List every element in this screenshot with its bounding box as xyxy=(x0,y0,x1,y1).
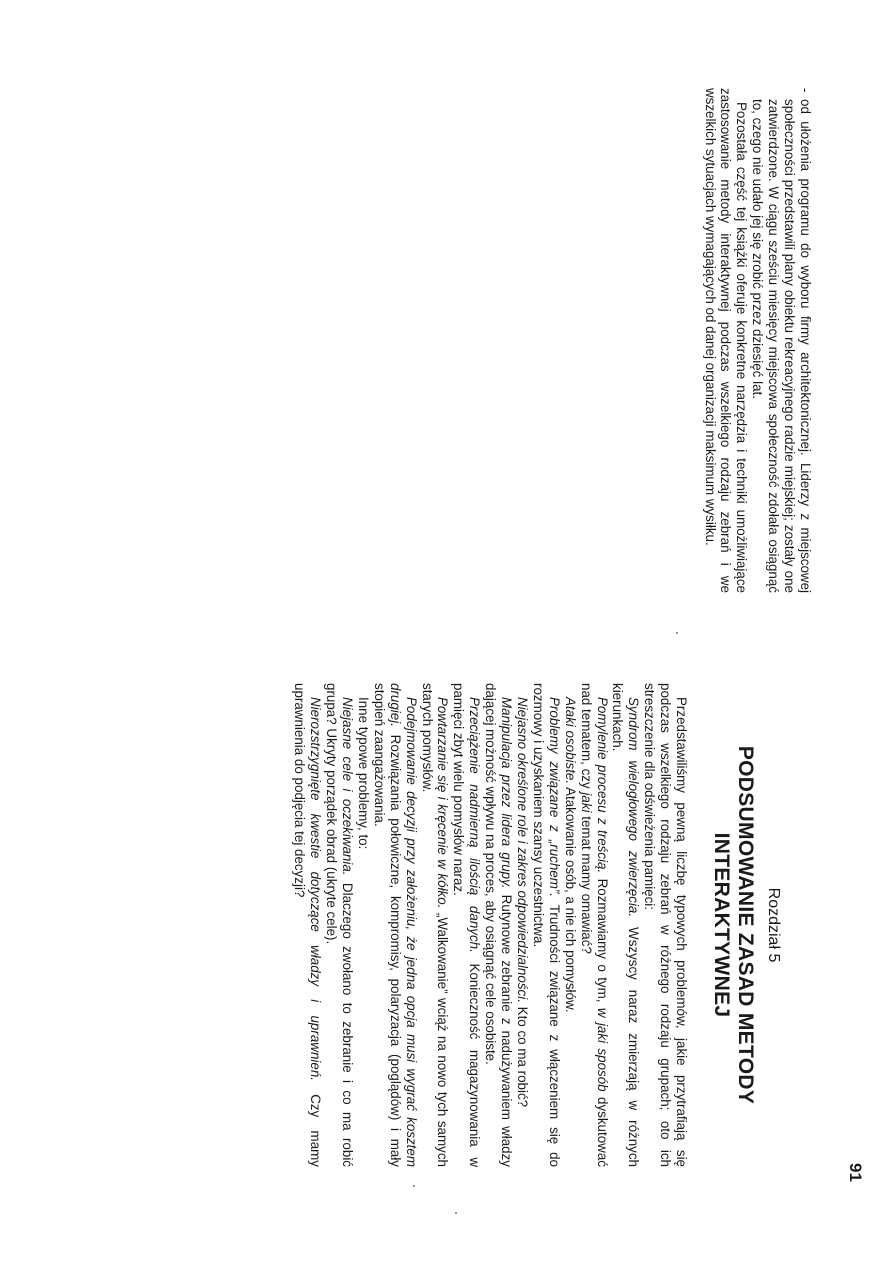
problem-term: Podejmowanie decyzji przy założeniu, że jedna opcja musi wygrać kosztem drugiej. xyxy=(387,683,419,1167)
bullet-paragraph: - od ułożenia programu do wyboru firmy architektonicznej. Liderzy z miejscowej społeczności przedstawili plany obiektu rekreacyjnego radzie miejskiej; zostały one zatwierdzone. W ciągu sześciu miesięcy miejscowa społeczność zdołała osiągnąć to, czego nie udało jej się zrobić przez dziesięć lat. xyxy=(749,88,813,593)
chapter-title: PODSUMOWANIE ZASAD METODY INTERAKTYWNEJ xyxy=(710,745,758,1105)
problem-item xyxy=(514,683,530,1167)
scan-speck xyxy=(455,1212,457,1214)
problem-text: „Walkowanie” wciąż na nowo tych samych starych pomysłów. xyxy=(419,683,451,1167)
problem-text: Wszyscy naraz zmierzają w różnych kierunkach. xyxy=(610,683,642,1167)
problem-item xyxy=(562,683,578,1167)
problem-text: Czy mamy uprawnienia do podjęcia tej decyzji? xyxy=(292,683,324,1167)
scan-speck xyxy=(676,632,678,634)
problem-text: Dlaczego zwołano to zebranie i co ma robić grupa? Ukryty porządek obrad (ukryte cele). xyxy=(324,683,356,1168)
problem-term: Syndrom wielogłowego zwierzęcia. xyxy=(626,697,642,918)
problem-text: Konieczność magazynowania w pamięci zbyt wielu pomysłów naraz. xyxy=(451,683,483,1167)
problem-item xyxy=(610,683,642,1167)
problem-term: Manipulacja przez lidera grupy. xyxy=(499,697,515,889)
problem-text: Rozwiązania połowiczne, kompromisy, polaryzacja (poglądów) i mały stopień zaangażowania. xyxy=(371,683,403,1167)
problem-term: Powtarzanie się i kręcenie w kółko. xyxy=(435,697,451,909)
problem-item xyxy=(578,683,610,1167)
page-number: 91 xyxy=(846,1163,865,1182)
problem-term: jaki xyxy=(578,792,594,813)
problem-item xyxy=(482,683,514,1167)
problem-term: Pomylenie procesu z treścią. xyxy=(594,697,610,874)
problem-term: Niejasno określone role i zakres odpowiedzialności. xyxy=(515,697,531,1003)
problem-item xyxy=(530,683,562,1167)
problem-term: Ataki osobiste. xyxy=(562,697,578,785)
chapter-label: Rozdział 5 xyxy=(765,887,782,963)
problem-item xyxy=(371,683,419,1167)
closing-paragraph: Pozostała część tej książki oferuje konkretne narzędzia i techniki umożliwiające zastosowanie metody interaktywnej podczas wszelkiego rodzaju zebrań i we wszelkich sytuacjach wymagających od danej organizacji maksimum wysiłku. xyxy=(702,88,750,593)
problem-term: Problemy związane z „ruchem”. xyxy=(546,697,562,898)
problem-term: Przeciążenie nadmierną ilością danych. xyxy=(467,697,483,953)
problem-text: dyskutować nad tematem, czy xyxy=(578,683,610,1167)
problem-term: w jaki sposób xyxy=(594,1007,610,1092)
scan-speck xyxy=(413,1185,415,1187)
problem-text: temat mamy omawiać? xyxy=(578,812,594,954)
problem-text: Rutynowe zebranie z nadużywaniem władzy dającej możność wpływu na proces, aby osiągnąć cele osobiste. xyxy=(483,683,515,1167)
problem-item xyxy=(291,683,323,1167)
left-column xyxy=(702,88,813,593)
other-problems-intro: Inne typowe problemy, to: xyxy=(355,697,371,850)
problem-text: Atakowanie osób, a nie ich pomysłów. xyxy=(562,784,578,1013)
right-column xyxy=(291,683,791,1167)
problem-text: Kto co ma robić? xyxy=(515,1002,531,1108)
problem-term: Nierozstrzygnięte kwestie dotyczące władzy i uprawnień. xyxy=(308,697,324,1081)
problem-term: Niejasne cele i oczekiwania. xyxy=(340,697,356,876)
problem-item xyxy=(419,683,451,1167)
problem-text: Rozmawiamy o tym, xyxy=(594,873,610,1008)
problem-item xyxy=(451,683,483,1167)
problem-text: Trudności związane z włączeniem się do rozmowy i uzyskaniem szansy uczestnictwa. xyxy=(530,683,562,1167)
problem-item xyxy=(323,683,355,1167)
intro-paragraph: Przedstawiliśmy pewną liczbę typowych problemów, jakie przytrafiają się podczas wszelkiego rodzaju zebrań w różnego rodzaju grupach; oto ich streszczenie dla odświeżenia pamięci: xyxy=(642,683,690,1167)
